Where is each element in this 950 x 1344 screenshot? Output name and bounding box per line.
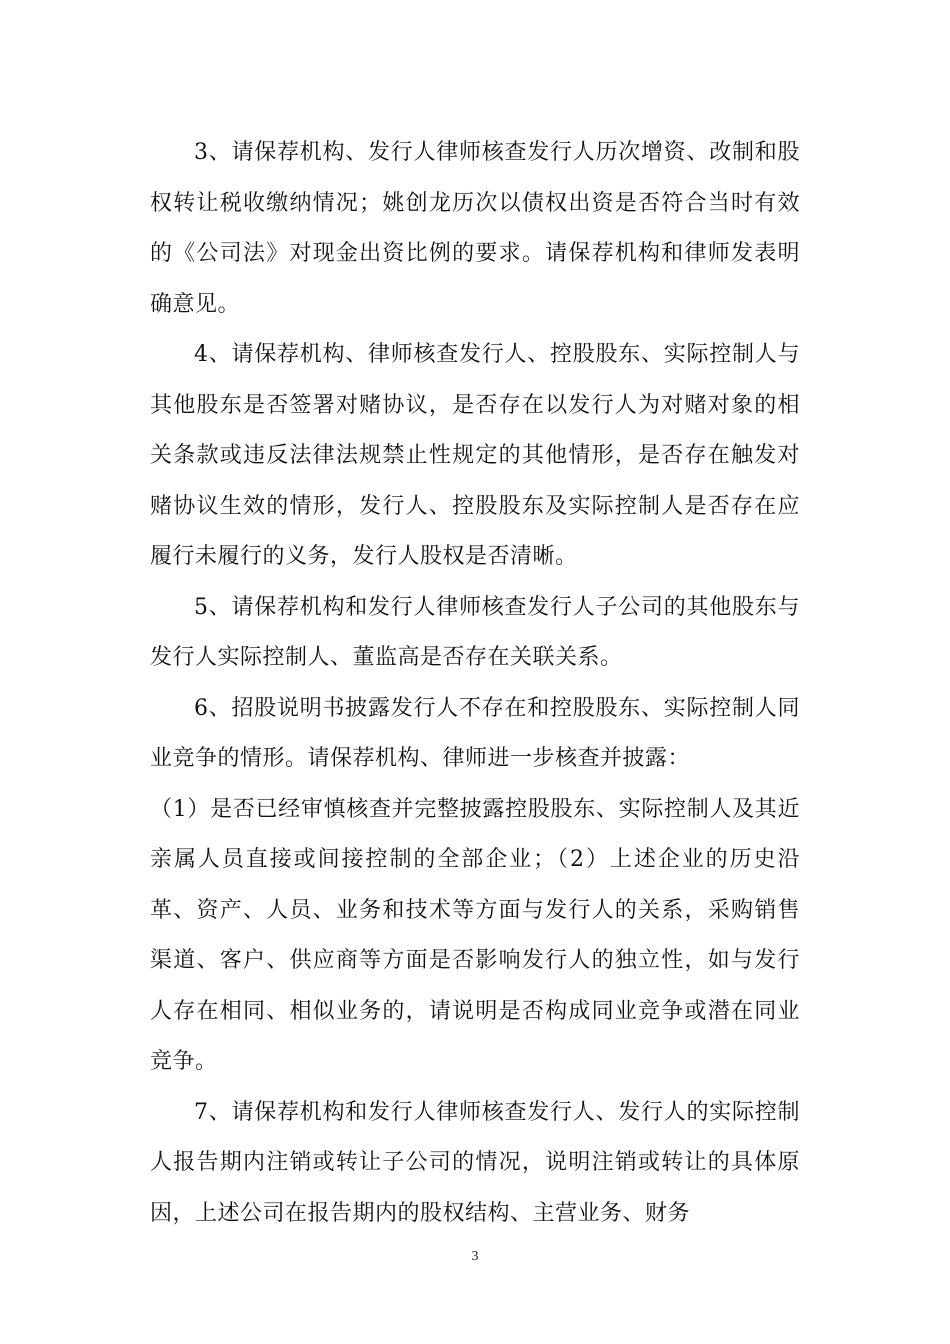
paragraph-item-7: 7、请保荐机构和发行人律师核查发行人、发行人的实际控制人报告期内注销或转让子公司的情况，说明注销或转让的具体原因，上述公司在报告期内的股权结构、主营业务、财务 [150,1099,800,1226]
paragraph-item-6-details: （1）是否已经审慎核查并完整披露控股股东、实际控制人及其近亲属人员直接或间接控制的全部企业；（2）上述企业的历史沿革、资产、人员、业务和技术等方面与发行人的关系，采购销售渠道、客户、供应商等方面是否影响发行人的独立性，如与发行人存在相同、相似业务的，请说明是否构成同业竞争或潜在同业竞争。 [150,796,800,1074]
paragraph-item-5: 5、请保荐机构和发行人律师核查发行人子公司的其他股东与发行人实际控制人、董监高是否存在关联关系。 [150,594,800,670]
body-text [150,128,800,1239]
paragraph-item-4: 4、请保荐机构、律师核查发行人、控股股东、实际控制人与其他股东是否签署对赌协议，是否存在以发行人为对赌对象的相关条款或违反法律法规禁止性规定的其他情形，是否存在触发对赌协议生效的情形，发行人、控股股东及实际控制人是否存在应履行未履行的义务，发行人股权是否清晰。 [150,342,800,569]
paragraph-item-6: 6、招股说明书披露发行人不存在和控股股东、实际控制人同业竞争的情形。请保荐机构、律师进一步核查并披露： [150,695,800,771]
paragraph-item-3: 3、请保荐机构、发行人律师核查发行人历次增资、改制和股权转让税收缴纳情况；姚创龙历次以债权出资是否符合当时有效的《公司法》对现金出资比例的要求。请保荐机构和律师发表明确意见。 [150,140,800,317]
page-number: 3 [471,1249,479,1264]
